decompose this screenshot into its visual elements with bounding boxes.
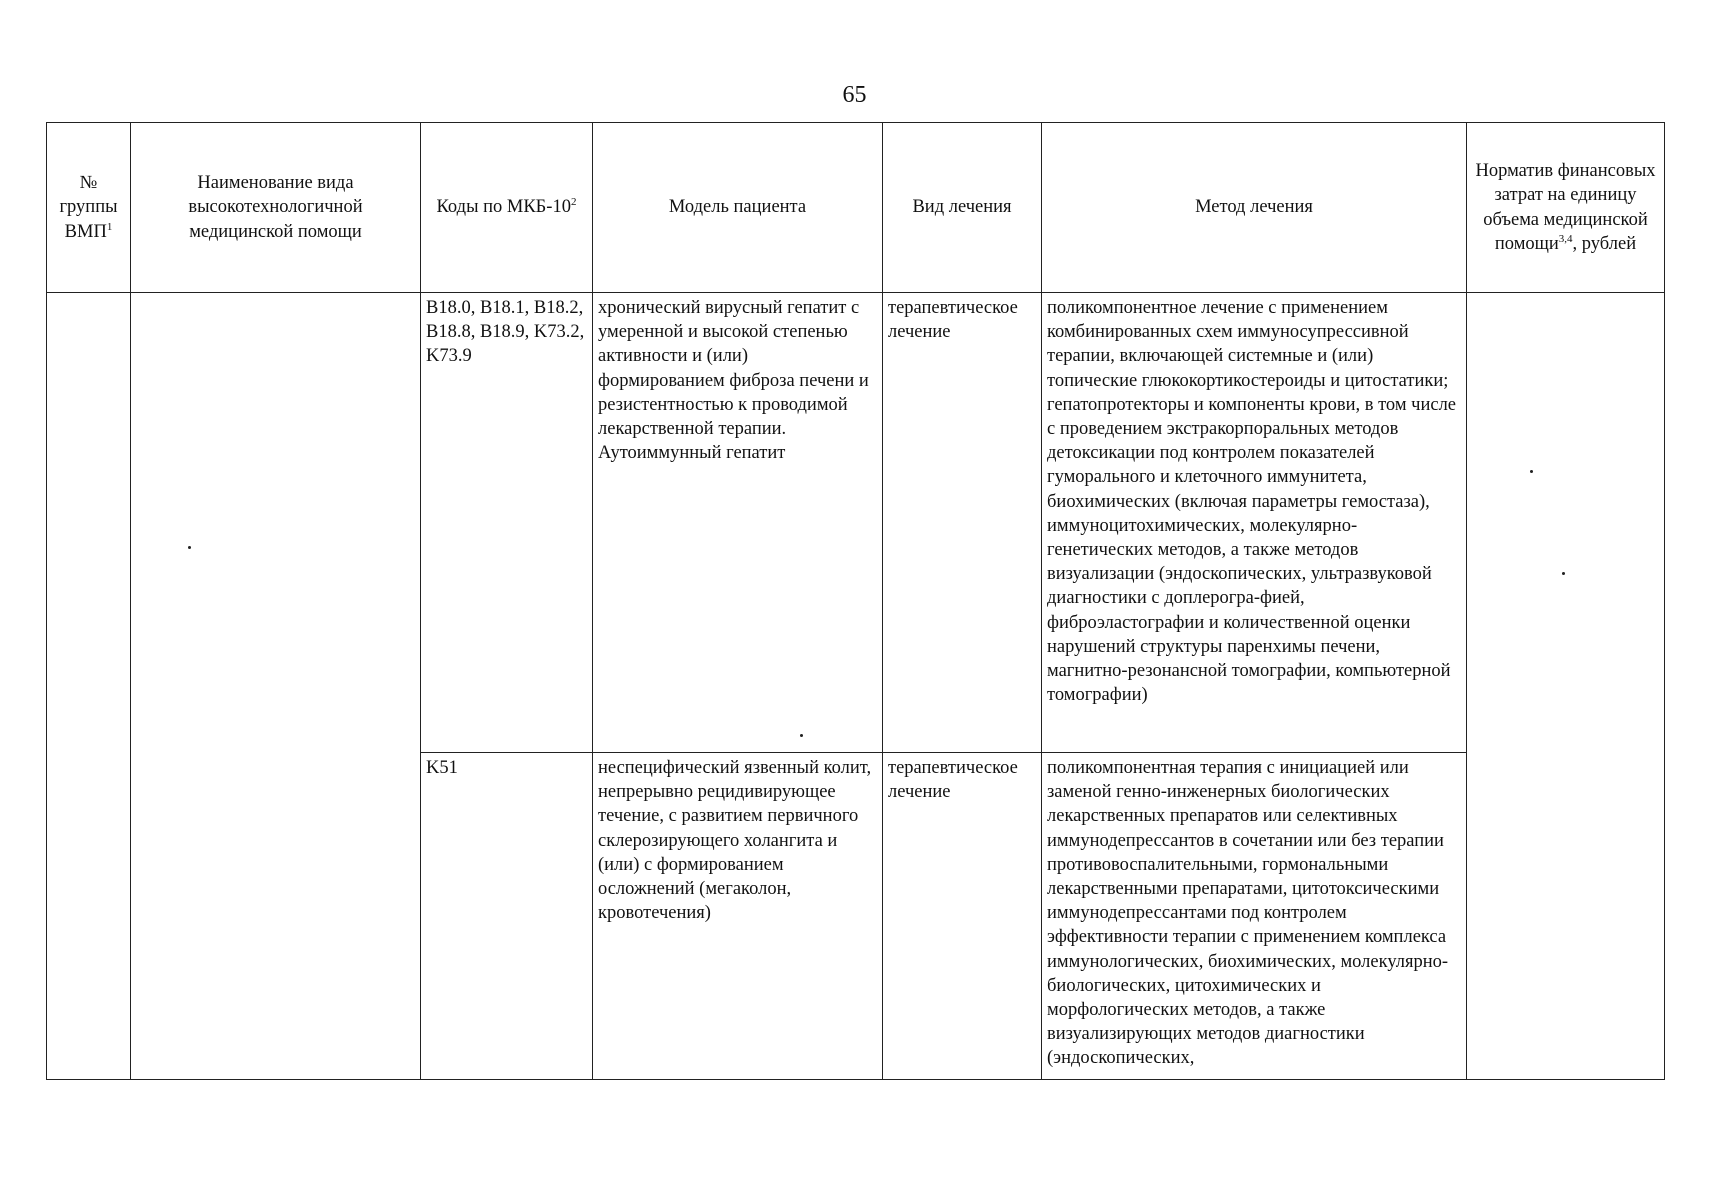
header-treatment-method: Метод лечения bbox=[1042, 123, 1467, 293]
cell-group-no bbox=[47, 293, 131, 1080]
scan-speck bbox=[1530, 470, 1533, 473]
header-group-no: № группы ВМП$^1$ bbox=[47, 123, 131, 293]
cell-treatment-type: терапевтическое лечение bbox=[883, 293, 1042, 753]
cell-treatment-method: поликомпонентная терапия с инициацией или заменой генно-инженерных биологических лекарственных препаратов или селективных иммунодепрессантов в сочетании или без терапии противовоспалительными, гормональными лекарственными препаратами, цитотоксическими иммунодепрессантами под контролем эффективности терапии с применением комплекса иммунологических, биохимических, молекулярно-биологических, цитохимических и морфологических методов, а также визуализирующих методов диагностики (эндоскопических, bbox=[1042, 753, 1467, 1080]
scan-speck bbox=[800, 734, 803, 737]
cell-icd-codes: B18.0, B18.1, B18.2, B18.8, B18.9, K73.2, K73.9 bbox=[421, 293, 593, 753]
cell-icd-codes: K51 bbox=[421, 753, 593, 1080]
cell-patient-model: неспецифический язвенный колит, непрерывно рецидивирующее течение, с развитием первичного склерозирующего холангита и (или) с формированием осложнений (мегаколон, кровотечения) bbox=[593, 753, 883, 1080]
scan-speck bbox=[1562, 572, 1565, 575]
cell-cost-norm bbox=[1467, 293, 1665, 1080]
table-row bbox=[47, 293, 1665, 753]
vmp-table bbox=[46, 122, 1665, 1080]
cell-treatment-method: поликомпонентное лечение с применением комбинированных схем иммуносупрессивной терапии, включающей системные и (или) топические глюкокортикостероиды и цитостатики; гепатопротекторы и компоненты крови, в том числе с проведением экстракорпоральных методов детоксикации под контролем показателей гуморального и клеточного иммунитета, биохимических (включая параметры гемостаза), иммуноцитохимических, молекулярно-генетических методов, а также методов визуализации (эндоскопических, ультразвуковой диагностики с доплерогра-фией, фиброэластографии и количественной оценки нарушений структуры паренхимы печени, магнитно-резонансной томографии, компьютерной томографии) bbox=[1042, 293, 1467, 753]
header-icd-codes: Коды по МКБ-$10^2$ bbox=[421, 123, 593, 293]
page-number: 65 bbox=[842, 82, 867, 108]
header-patient-model: Модель пациента bbox=[593, 123, 883, 293]
header-care-type: Наименование вида высокотехнологичной медицинской помощи bbox=[131, 123, 421, 293]
cell-care-type bbox=[131, 293, 421, 1080]
cell-treatment-type: терапевтическое лечение bbox=[883, 753, 1042, 1080]
header-treatment-type: Вид лечения bbox=[883, 123, 1042, 293]
header-row bbox=[47, 123, 1665, 293]
cell-patient-model: хронический вирусный гепатит с умеренной и высокой степенью активности и (или) формированием фиброза печени и резистентностью к проводимой лекарственной терапии. Аутоиммунный гепатит bbox=[593, 293, 883, 753]
header-cost-norm: Норматив финансовых затрат на единицу объема медицинской помощи$^{3,4}$, рублей bbox=[1467, 123, 1665, 293]
scan-speck bbox=[188, 546, 191, 549]
